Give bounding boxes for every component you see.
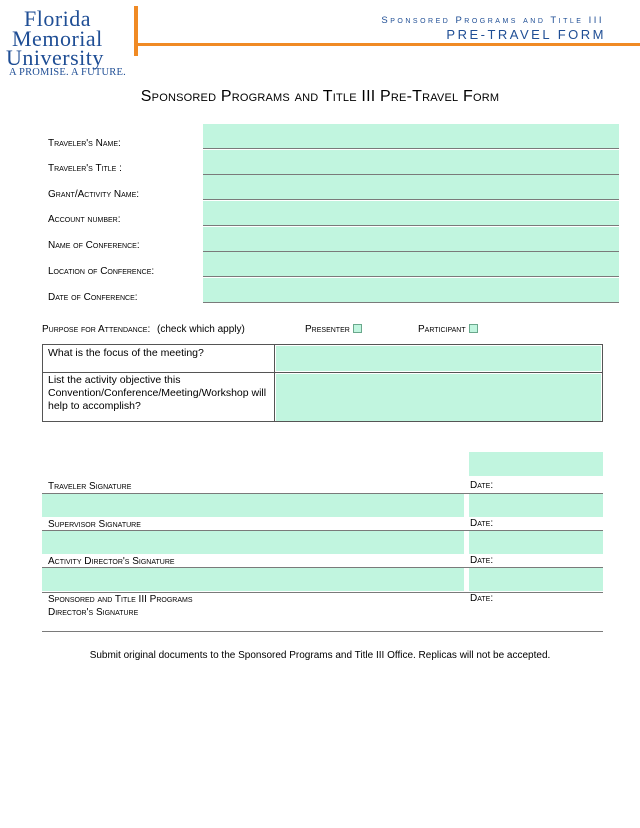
supervisor-signature-line xyxy=(42,530,603,531)
conference-location-label: Location of Conference: xyxy=(48,266,155,277)
activity-director-signature-line xyxy=(42,567,603,568)
supervisor-date-field[interactable] xyxy=(469,493,603,517)
supervisor-signature-label: Supervisor Signature xyxy=(48,519,141,530)
supervisor-date-label: Date: xyxy=(470,518,494,529)
travelers-name-field[interactable] xyxy=(203,124,619,149)
university-logo xyxy=(6,6,138,78)
account-number-label: Account number: xyxy=(48,214,121,225)
grant-activity-name-field[interactable] xyxy=(203,175,619,200)
activity-objective-answer[interactable] xyxy=(276,374,601,421)
presenter-checkbox[interactable] xyxy=(353,324,362,333)
programs-director-signature-label xyxy=(48,593,193,619)
conference-location-field[interactable] xyxy=(203,252,619,277)
header-rule xyxy=(138,43,640,46)
activity-director-date-label: Date: xyxy=(470,555,494,566)
logo-line-2: Memorial xyxy=(12,26,103,51)
programs-director-date-label: Date: xyxy=(470,593,494,604)
submission-note: Submit original documents to the Sponsored Programs and Title III Office. Replicas will not be accepted. xyxy=(89,650,551,661)
meeting-focus-question: What is the focus of the meeting? xyxy=(48,347,204,359)
logo-tagline: A PROMISE. A FUTURE. xyxy=(9,67,126,78)
participant-checkbox[interactable] xyxy=(469,324,478,333)
activity-director-date-field[interactable] xyxy=(469,530,603,554)
activity-objective-question: List the activity objective this Convention/Conference/Meeting/Workshop will help to accomplish? xyxy=(48,374,267,412)
travelers-title-field[interactable] xyxy=(203,150,619,175)
conference-date-field[interactable] xyxy=(203,278,619,303)
participant-option[interactable] xyxy=(418,324,478,335)
conference-date-label: Date of Conference: xyxy=(48,292,138,303)
programs-director-date-field[interactable] xyxy=(469,567,603,591)
bottom-rule xyxy=(42,631,603,632)
presenter-label: Presenter xyxy=(305,324,350,335)
meeting-questions-table xyxy=(42,344,603,422)
traveler-signature-line xyxy=(42,493,603,494)
programs-director-label-line-2: Director's Signature xyxy=(48,607,139,618)
account-number-field[interactable] xyxy=(203,201,619,226)
programs-director-label-line-1: Sponsored and Title III Programs xyxy=(48,594,193,605)
programs-director-signature-field[interactable] xyxy=(42,567,464,591)
meeting-focus-answer[interactable] xyxy=(276,346,601,371)
conference-name-field[interactable] xyxy=(203,227,619,252)
activity-director-signature-field[interactable] xyxy=(42,530,464,554)
header-form-name: PRE-TRAVEL FORM xyxy=(446,27,606,42)
travelers-title-label: Traveler's Title : xyxy=(48,163,122,174)
conference-name-label: Name of Conference: xyxy=(48,240,140,251)
header-department: Sponsored Programs and Title III xyxy=(381,15,604,26)
purpose-hint: (check which apply) xyxy=(157,324,245,335)
logo-line-1: Florida xyxy=(24,6,92,31)
table-row-divider xyxy=(43,372,602,373)
travelers-name-label: Traveler's Name: xyxy=(48,138,121,149)
logo-line-3: University xyxy=(6,45,104,70)
logo-accent-bar xyxy=(134,6,138,56)
grant-activity-name-label: Grant/Activity Name: xyxy=(48,189,140,200)
traveler-signature-label: Traveler Signature xyxy=(48,481,132,492)
purpose-row xyxy=(42,324,245,335)
traveler-date-label: Date: xyxy=(470,480,494,491)
purpose-label: Purpose for Attendance: xyxy=(42,324,151,335)
page-title: Sponsored Programs and Title III Pre-Travel Form xyxy=(140,88,500,105)
presenter-option[interactable] xyxy=(305,324,362,335)
supervisor-signature-field[interactable] xyxy=(42,493,464,517)
traveler-date-field[interactable] xyxy=(469,452,603,476)
activity-director-signature-label: Activity Director's Signature xyxy=(48,556,175,567)
table-column-divider xyxy=(274,345,275,421)
participant-label: Participant xyxy=(418,324,466,335)
